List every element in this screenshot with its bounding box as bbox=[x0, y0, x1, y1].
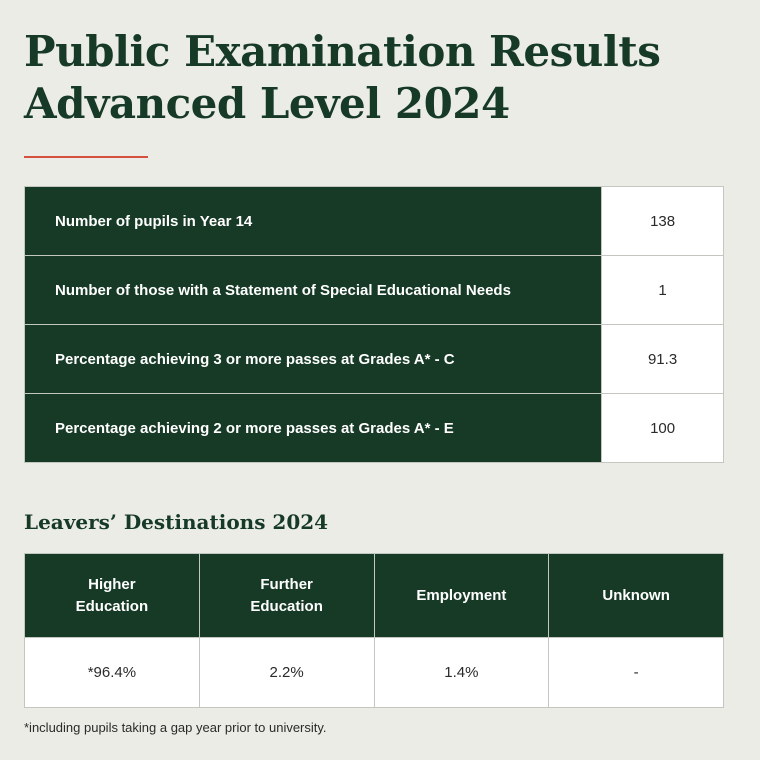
results-value: 91.3 bbox=[602, 325, 724, 394]
accent-divider bbox=[24, 156, 148, 158]
column-header-further-education: Further Education bbox=[199, 554, 374, 638]
results-label: Percentage achieving 2 or more passes at Grades A* - E bbox=[25, 394, 602, 463]
page-title-line-1: Public Examination Results bbox=[24, 27, 661, 76]
results-label: Number of pupils in Year 14 bbox=[25, 187, 602, 256]
cell-higher-education: *96.4% bbox=[25, 638, 200, 708]
footnote: *including pupils taking a gap year prior to university. bbox=[24, 720, 327, 735]
destinations-table bbox=[24, 553, 724, 708]
page-title bbox=[24, 26, 660, 130]
page-title-line-2: Advanced Level 2024 bbox=[24, 79, 510, 128]
results-value: 1 bbox=[602, 256, 724, 325]
results-value: 138 bbox=[602, 187, 724, 256]
cell-employment: 1.4% bbox=[374, 638, 549, 708]
cell-further-education: 2.2% bbox=[199, 638, 374, 708]
cell-unknown: - bbox=[549, 638, 724, 708]
column-header-unknown: Unknown bbox=[549, 554, 724, 638]
table-header-row bbox=[25, 554, 724, 638]
table-row bbox=[25, 256, 724, 325]
table-row bbox=[25, 187, 724, 256]
destinations-heading: Leavers’ Destinations 2024 bbox=[24, 510, 329, 534]
results-label: Number of those with a Statement of Special Educational Needs bbox=[25, 256, 602, 325]
table-row bbox=[25, 394, 724, 463]
results-table bbox=[24, 186, 724, 463]
table-row bbox=[25, 325, 724, 394]
results-value: 100 bbox=[602, 394, 724, 463]
table-row bbox=[25, 638, 724, 708]
results-label: Percentage achieving 3 or more passes at Grades A* - C bbox=[25, 325, 602, 394]
column-header-employment: Employment bbox=[374, 554, 549, 638]
column-header-higher-education: Higher Education bbox=[25, 554, 200, 638]
